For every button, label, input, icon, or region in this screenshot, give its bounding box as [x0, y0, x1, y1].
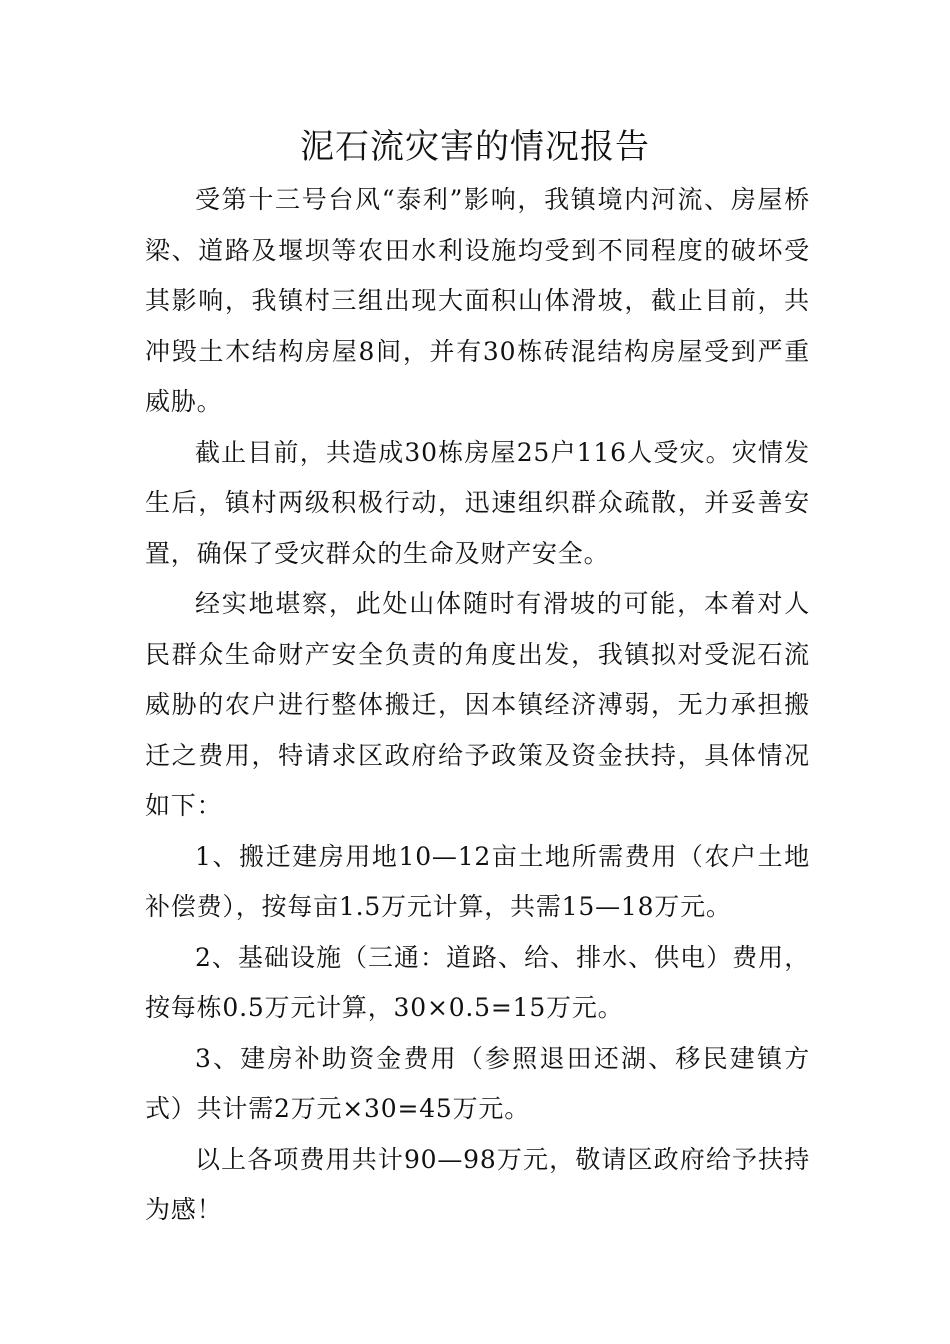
document-body	[145, 175, 810, 1236]
paragraph-cost-item-3: 3、建房补助资金费用（参照退田还湖、移民建镇方式）共计需2万元×30=45万元。	[145, 1043, 810, 1123]
paragraph-total-cost: 以上各项费用共计90—98万元，敬请区政府给予扶持为感！	[145, 1144, 810, 1224]
paragraph-cost-item-2: 2、基础设施（三通：道路、给、排水、供电）费用，按每栋0.5万元计算，30×0.5=15万元。	[145, 942, 810, 1022]
paragraph-typhoon-impact: 受第十三号台风“泰利”影响，我镇境内河流、房屋桥梁、道路及堰坝等农田水利设施均受到不同程度的破坏受其影响，我镇村三组出现大面积山体滑坡，截止目前，共冲毁土木结构房屋8间，并有30栋砖混结构房屋受到严重威胁。	[145, 185, 810, 416]
document-title: 泥石流灾害的情况报告	[300, 127, 650, 167]
paragraph-relocation-request: 经实地堪察，此处山体随时有滑坡的可能，本着对人民群众生命财产安全负责的角度出发，我镇拟对受泥石流威胁的农户进行整体搬迁，因本镇经济溥弱，无力承担搬迁之费用，特请求区政府给予政策及资金扶持，具体情况如下：	[145, 589, 810, 820]
paragraph-cost-item-1: 1、搬迁建房用地10—12亩土地所需费用（农户土地补偿费），按每亩1.5万元计算，共需15—18万元。	[145, 841, 810, 921]
paragraph-disaster-count: 截止目前，共造成30栋房屋25户116人受灾。灾情发生后，镇村两级积极行动，迅速组织群众疏散，并妥善安置，确保了受灾群众的生命及财产安全。	[145, 437, 810, 568]
